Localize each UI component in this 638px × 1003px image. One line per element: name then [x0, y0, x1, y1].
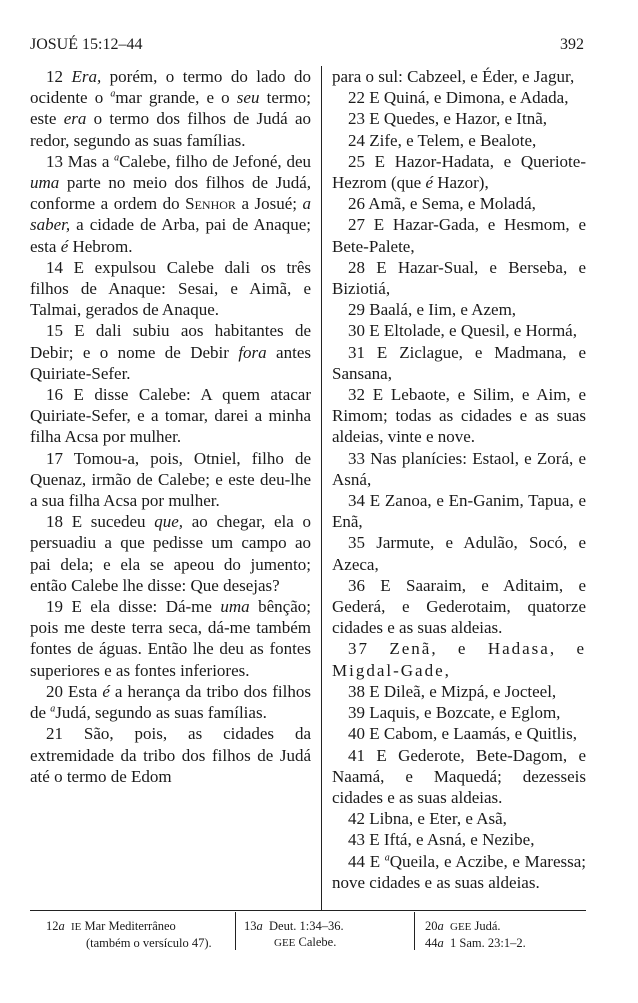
footnote-12a: 12a IE Mar Mediterrâneo (também o versículo 47).	[46, 919, 212, 950]
footnote-marker: a	[50, 703, 56, 715]
verse-44: 44 E $^a$Queila, e Aczibe, e Maressa; nove cidades e as suas aldeias.	[332, 851, 586, 892]
verse-18: 18 E sucedeu que, ao chegar, ela o persuadiu a que pedisse um campo ao pai dela; e ela se apeou do jumento; então Calebe lhe disse: Que desejas?	[30, 512, 312, 595]
verse-23: 23 E Quedes, e Hazor, e Itnã,	[348, 109, 547, 129]
verse-22: 22 E Quiná, e Dimona, e Adada,	[348, 88, 569, 108]
verse-43: 43 E Iftá, e Asná, e Nezibe,	[348, 830, 535, 850]
verse-31: 31 E Ziclague, e Madmana, e Sansana,	[332, 342, 586, 383]
verse-17: 17 Tomou-a, pois, Otniel, filho de Quenaz, irmão de Calebe; e este deu-lhe a sua filha Acsa por mulher.	[30, 448, 311, 511]
footnote-marker: a	[384, 851, 390, 863]
verse-25: 25 E Hazor-Hadata, e Queriote-Hezrom (que é Hazor),	[332, 151, 586, 193]
verse-15: 15 E dali subiu aos habitantes de Debir; e o nome de Debir fora antes Quiriate-Sefer.	[30, 321, 311, 383]
verse-36: 36 E Saaraim, e Aditaim, e Gederá, e Gederotaim, quatorze cidades e as suas aldeias.	[332, 575, 586, 638]
right-column	[332, 66, 586, 893]
verse-19: 19 E ela disse: Dá-me uma bênção; pois me deste terra seca, dá-me também fontes de águas. Então lhe deu as fontes superiores e as fontes inferiores.	[30, 597, 311, 680]
verse-38: 38 E Dileã, e Mizpá, e Jocteel,	[348, 681, 557, 701]
verse-35: 35 Jarmute, e Adulão, Socó, e Azeca,	[332, 533, 586, 574]
verse-32: 32 E Lebaote, e Silim, e Aim, e Rimom; todas as cidades e as suas aldeias, vinte e nove.	[332, 385, 586, 447]
footnote-marker: a	[110, 88, 116, 100]
verse-41: 41 E Gederote, Bete-Dagom, e Naamá, e Maquedá; dezesseis cidades e as suas aldeias.	[332, 745, 586, 807]
verse-13: 13 Mas a $^a$Calebe, filho de Jefoné, deu uma parte no meio dos filhos de Judá, conforme a ordem do Senhor a Josué; a saber, a cidade de Arba, pai de Anaque; esta é Hebrom.	[30, 151, 311, 256]
verse-20: 20 Esta é a herança da tribo dos filhos de $^a$Judá, segundo as suas famílias.	[30, 681, 311, 723]
footnote-rule	[30, 910, 586, 911]
verse-33: 33 Nas planícies: Estaol, e Zorá, e Asná,	[332, 448, 586, 489]
running-header	[30, 36, 584, 54]
verse-37: 37 Zenã, e Hadasa, e Migdal-Gade,	[332, 639, 586, 680]
page-number: 392	[560, 36, 584, 53]
verse-28: 28 E Hazar-Sual, e Berseba, e Biziotiá,	[332, 257, 586, 299]
verse-16: 16 E disse Calebe: A quem atacar Quiriate-Sefer, e a tomar, darei a minha filha Acsa por mulher.	[30, 385, 311, 447]
column-divider	[321, 66, 322, 910]
footnote-13a: 13a Deut. 1:34–36. GEE Calebe.	[244, 919, 344, 949]
verse-21: 21 São, pois, as cidades da extremidade da tribo dos filhos de Judá até o termo de Edom	[30, 724, 311, 786]
chapter-reference: JOSUÉ 15:12–44	[30, 36, 143, 53]
verse-21-continued: para o sul: Cabzeel, e Éder, e Jagur,	[332, 67, 575, 86]
verse-39: 39 Laquis, e Bozcate, e Eglom,	[348, 703, 561, 723]
verse-40: 40 E Cabom, e Laamás, e Quitlis,	[348, 724, 577, 744]
verse-42: 42 Libna, e Eter, e Asã,	[348, 809, 507, 829]
verse-12: 12 Era, porém, o termo do lado do ocidente o $^a$mar grande, e o seu termo; este era o termo dos filhos de Judá ao redor, segundo as suas famílias.	[30, 67, 311, 150]
footnote-marker: a	[114, 152, 120, 164]
footnote-20a-44a: 20a GEE Judá. 44a 1 Sam. 23:1–2.	[425, 919, 526, 950]
left-column	[30, 66, 311, 787]
verse-30: 30 E Eltolade, e Quesil, e Hormá,	[348, 321, 577, 341]
verse-26: 26 Amã, e Sema, e Moladá,	[348, 194, 536, 214]
verse-27: 27 E Hazar-Gada, e Hesmom, e Bete-Palete,	[332, 215, 586, 256]
verse-24: 24 Zife, e Telem, e Bealote,	[348, 130, 537, 150]
verse-14: 14 E expulsou Calebe dali os três filhos de Anaque: Sesai, e Aimã, e Talmai, gerados de Anaque.	[30, 257, 311, 320]
footnote-divider	[414, 912, 415, 950]
footnote-divider	[235, 912, 236, 950]
verse-29: 29 Baalá, e Iim, e Azem,	[348, 300, 517, 320]
verse-34: 34 E Zanoa, e En-Ganim, Tapua, e Enã,	[332, 491, 586, 532]
